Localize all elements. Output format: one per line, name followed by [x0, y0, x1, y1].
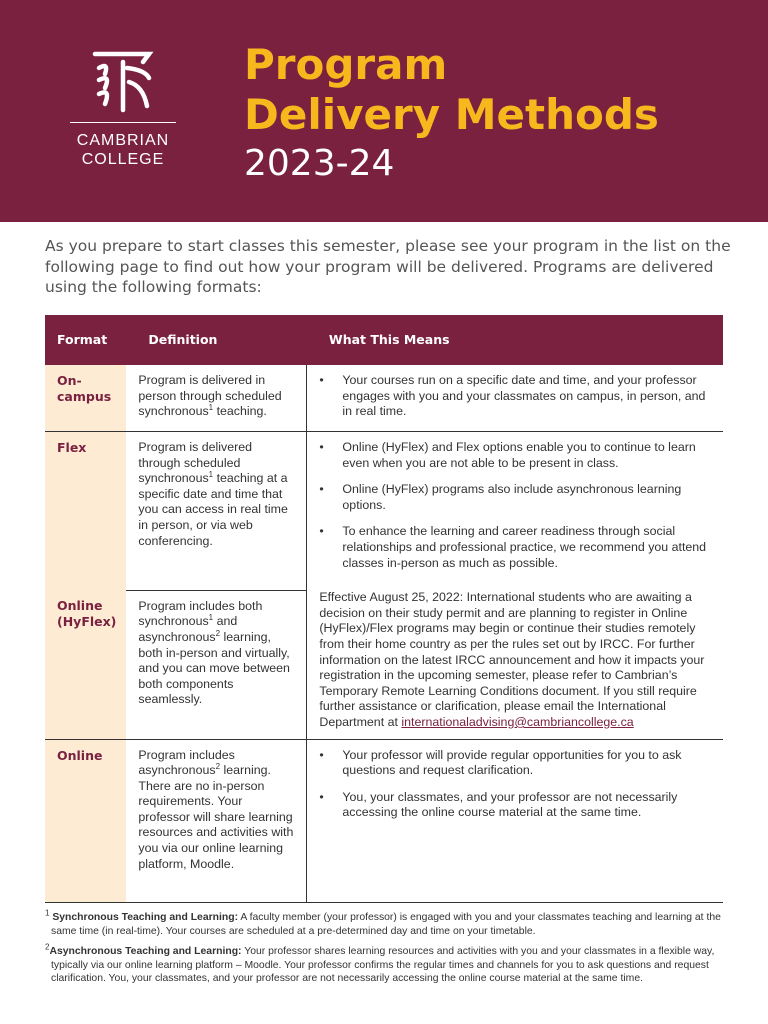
- list-item: • Your courses run on a specific date and time, and your professor engages with you and your classmates on campus, in person, and in real time.: [319, 373, 713, 420]
- page-header: [0, 0, 768, 222]
- cambrian-emblem-icon: [87, 48, 159, 116]
- column-header-definition: Definition: [126, 315, 307, 365]
- list-item: • Online (HyFlex) programs also include asynchronous learning options.: [319, 482, 713, 513]
- page-title: [244, 40, 659, 140]
- meaning-cell: [307, 432, 723, 740]
- international-students-notice: Effective August 25, 2022: International students who are awaiting a decision on their study permit and are planning to register in Online (HyFlex)/Flex programs may begin or continue their studies remotely from their home country as per the rules set out by IRCC. For further information on the latest IRCC announcement and how it impacts your registration in the upcoming semester, please refer to Cambrian’s Temporary Remote Learning Conditions document. If you still require further assistance or clarification, please email the International Department at internationaladvising@cambriancollege.ca: [319, 590, 705, 729]
- list-item: • You, your classmates, and your professor are not necessarily accessing the online course material at the same time.: [319, 790, 713, 821]
- table-row: [45, 365, 723, 432]
- list-item: • Your professor will provide regular opportunities for you to ask questions and request clarification.: [319, 748, 713, 779]
- format-cell: On-campus: [45, 365, 126, 432]
- international-email-link[interactable]: internationaladvising@cambriancollege.ca: [401, 714, 634, 729]
- format-cell: Online (HyFlex): [45, 590, 126, 739]
- title-line-2: Delivery Methods: [244, 90, 659, 139]
- definition-cell: Program is delivered in person through scheduled synchronous$^1$ teaching.: [126, 365, 307, 432]
- logo-text-college: COLLEGE: [81, 151, 165, 168]
- table-row: [45, 739, 723, 902]
- definition-cell: Program is delivered through scheduled synchronous$^1$ teaching at a specific date and time that you can access in real time in person, or via web conferencing.: [126, 432, 307, 591]
- delivery-formats-table: [45, 315, 723, 903]
- meaning-cell: [307, 365, 723, 432]
- footnotes: [45, 908, 725, 993]
- list-item: • To enhance the learning and career readiness through social relationships and professional practice, we recommend you attend classes in-person as much as possible.: [319, 524, 713, 571]
- definition-cell: Program includes both synchronous$^1$ and asynchronous$^2$ learning, both in-person and virtually, and you can move between both components seamlessly.: [126, 590, 307, 739]
- format-cell: Online: [45, 739, 126, 902]
- meaning-cell: [307, 739, 723, 902]
- logo-text-cambrian: CAMBRIAN: [76, 132, 170, 149]
- definition-cell: Program includes asynchronous$^2$ learning. There are no in-person requirements. Your professor will share learning resources and activities with you via our online learning platform, Moodle.: [126, 739, 307, 902]
- title-line-1: Program: [244, 40, 448, 89]
- footnote-synchronous: $^1$ Synchronous Teaching and Learning: A faculty member (your professor) is engaged with you and your classmates teaching and learning at the same time (in real-time). Your courses are scheduled at a pre-determined day and time on your timetable.: [45, 908, 721, 937]
- table-row: [45, 432, 723, 591]
- logo-divider: [70, 122, 176, 123]
- column-header-format: Format: [45, 315, 126, 365]
- list-item: • Online (HyFlex) and Flex options enable you to continue to learn even when you are not able to be present in class.: [319, 440, 713, 471]
- college-logo: [68, 48, 178, 169]
- footnote-asynchronous: $^2$Asynchronous Teaching and Learning: Your professor shares learning resources and activities with you and your classmates in a flexible way, typically via our online learning platform – Moodle. Your professor confirms the regular times and channels for you to ask questions and request clarification. You, your classmates, and your professor are not necessarily accessing the online course material at the same time.: [45, 942, 715, 985]
- intro-paragraph: As you prepare to start classes this semester, please see your program in the list on the following page to find out how your program will be delivered. Programs are delivered using the following formats:: [45, 237, 731, 296]
- format-cell: Flex: [45, 432, 126, 591]
- academic-year: 2023-24: [244, 143, 395, 184]
- table-header-row: [45, 315, 723, 365]
- column-header-what-this-means: What This Means: [307, 315, 723, 365]
